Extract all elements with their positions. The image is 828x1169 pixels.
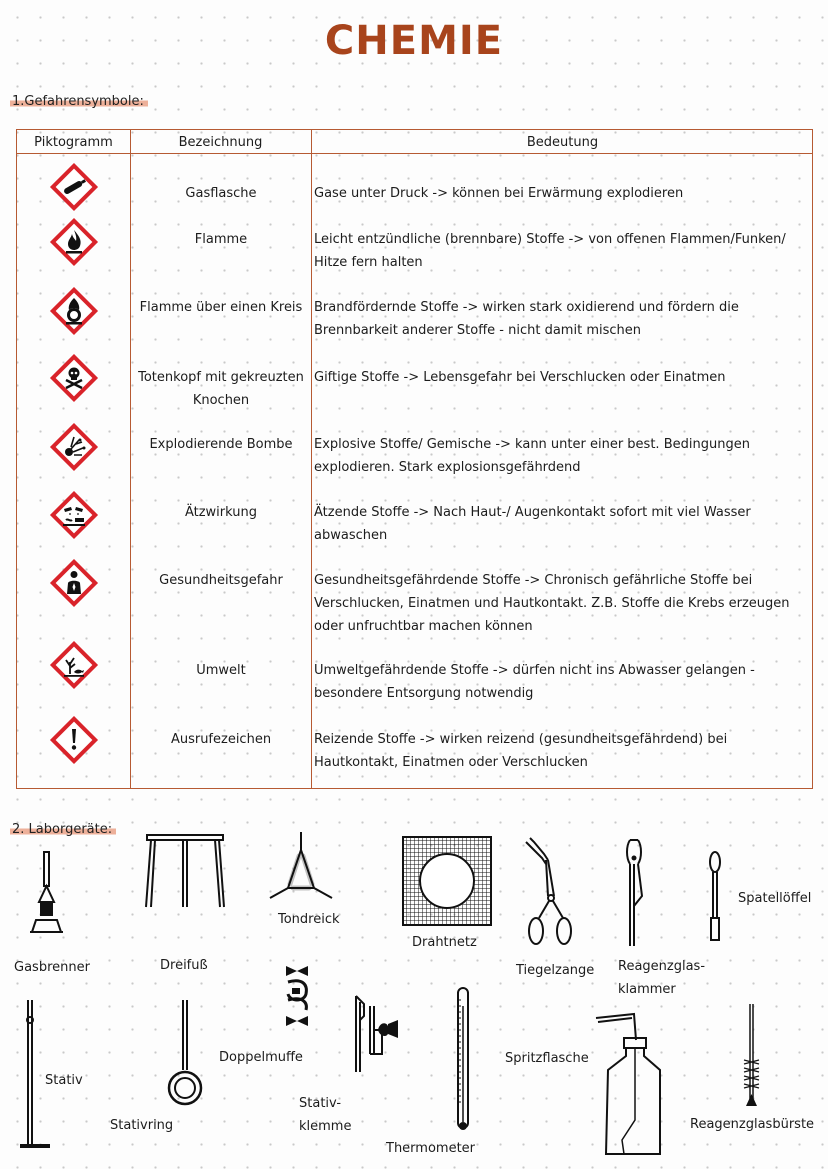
label-dreifuss: Dreifuß bbox=[160, 958, 208, 973]
hazard-description: Ätzende Stoffe -> Nach Haut-/ Augenkontakt sofort mit viel Wasser abwaschen bbox=[314, 505, 751, 543]
exclamation-mark-icon bbox=[17, 715, 130, 765]
column-divider bbox=[311, 130, 312, 788]
hazard-symbols-table bbox=[16, 129, 813, 789]
stand-clamp-icon bbox=[350, 994, 402, 1076]
hazard-description: Gase unter Druck -> können bei Erwärmung explodieren bbox=[314, 186, 684, 201]
health-hazard-icon bbox=[17, 558, 130, 608]
hazard-description: Reizende Stoffe -> wirken reizend (gesundheitsgefährdend) bei Hautkontakt, Einatmen oder Verschlucken bbox=[314, 732, 728, 770]
exploding-bomb-icon bbox=[17, 422, 130, 472]
environment-icon bbox=[17, 640, 130, 690]
thermometer-icon bbox=[452, 986, 476, 1138]
double-clamp-icon bbox=[282, 962, 312, 1032]
wash-bottle-icon bbox=[594, 1010, 664, 1158]
tripod-icon bbox=[143, 833, 227, 909]
label-stativklemme-line1: Stativ- bbox=[299, 1096, 342, 1111]
column-header-bedeutung: Bedeutung bbox=[526, 135, 599, 150]
section-heading-hazard-symbols: 1.Gefahrensymbole: bbox=[10, 94, 148, 109]
gas-cylinder-icon bbox=[17, 162, 130, 212]
flame-over-circle-icon bbox=[17, 286, 130, 336]
test-tube-brush-icon bbox=[740, 1002, 764, 1110]
label-stativring: Stativring bbox=[110, 1118, 174, 1133]
hazard-name: Flamme über einen Kreis bbox=[139, 300, 303, 315]
label-reagenzglasbuerste: Reagenzglasbürste bbox=[690, 1117, 815, 1132]
label-thermometer: Thermometer bbox=[386, 1141, 476, 1156]
hazard-name: Flamme bbox=[194, 232, 248, 247]
label-doppelmuffe: Doppelmuffe bbox=[219, 1050, 303, 1065]
hazard-name: Gesundheitsgefahr bbox=[159, 573, 283, 588]
label-spritzflasche: Spritzflasche bbox=[505, 1051, 589, 1066]
test-tube-clamp-icon bbox=[624, 836, 648, 950]
hazard-description: Umweltgefährdende Stoffe -> dürfen nicht ins Abwasser gelangen - besondere Entsorgung notwendig bbox=[314, 663, 755, 701]
column-header-bezeichnung: Bezeichnung bbox=[178, 135, 263, 150]
hazard-description: Leicht entzündliche (brennbare) Stoffe -> von offenen Flammen/Funken/ Hitze fern halten bbox=[314, 232, 786, 270]
hazard-description: Explosive Stoffe/ Gemische -> kann unter einer best. Bedingungen explodieren. Stark explosionsgefährdend bbox=[314, 437, 750, 475]
hazard-description: Brandfördernde Stoffe -> wirken stark oxidierend und fördern die Brennbarkeit anderer Stoffe - nicht damit mischen bbox=[314, 300, 739, 338]
crucible-tongs-icon bbox=[524, 836, 576, 948]
hazard-name: Ätzwirkung bbox=[184, 505, 258, 520]
clay-triangle-icon bbox=[266, 830, 336, 902]
label-gasbrenner: Gasbrenner bbox=[14, 960, 90, 975]
retort-ring-icon bbox=[164, 998, 208, 1110]
section-heading-lab-equipment: 2. Laborgeräte: bbox=[10, 822, 116, 837]
label-reagenzglasklammer-line2: klammer bbox=[618, 982, 676, 997]
label-stativ: Stativ bbox=[45, 1073, 83, 1088]
label-stativklemme-line2: klemme bbox=[299, 1119, 352, 1134]
skull-crossbones-icon bbox=[17, 353, 130, 403]
hazard-description: Giftige Stoffe -> Lebensgefahr bei Verschlucken oder Einatmen bbox=[314, 370, 726, 385]
label-spatelloeffel: Spatellöffel bbox=[738, 891, 812, 906]
hazard-name: Umwelt bbox=[196, 663, 246, 678]
label-tiegelzange: Tiegelzange bbox=[516, 963, 595, 978]
hazard-name: Ausrufezeichen bbox=[170, 732, 272, 747]
hazard-name: Gasflasche bbox=[185, 186, 257, 201]
hazard-description: Gesundheitsgefährdende Stoffe -> Chronisch gefährliche Stoffe bei Verschlucken, Einatmen und Hautkontakt. Z.B. Stoffe die Krebs erzeugen oder unfruchtbar machen können bbox=[314, 573, 790, 634]
flame-icon bbox=[17, 217, 130, 267]
column-header-piktogramm: Piktogramm bbox=[34, 135, 113, 150]
label-tondreieck: Tondreick bbox=[278, 912, 340, 927]
label-reagenzglasklammer-line1: Reagenzglas- bbox=[618, 959, 706, 974]
header-divider bbox=[17, 153, 812, 154]
spatula-spoon-icon bbox=[704, 848, 726, 944]
hazard-name: Totenkopf mit gekreuzten Knochen bbox=[138, 370, 304, 408]
gas-burner-icon bbox=[22, 850, 72, 936]
corrosion-icon bbox=[17, 490, 130, 540]
page-title: CHEMIE bbox=[324, 18, 504, 64]
wire-gauze-icon bbox=[402, 836, 492, 926]
label-drahtnetz: Drahtnetz bbox=[412, 935, 477, 950]
hazard-name: Explodierende Bombe bbox=[149, 437, 293, 452]
